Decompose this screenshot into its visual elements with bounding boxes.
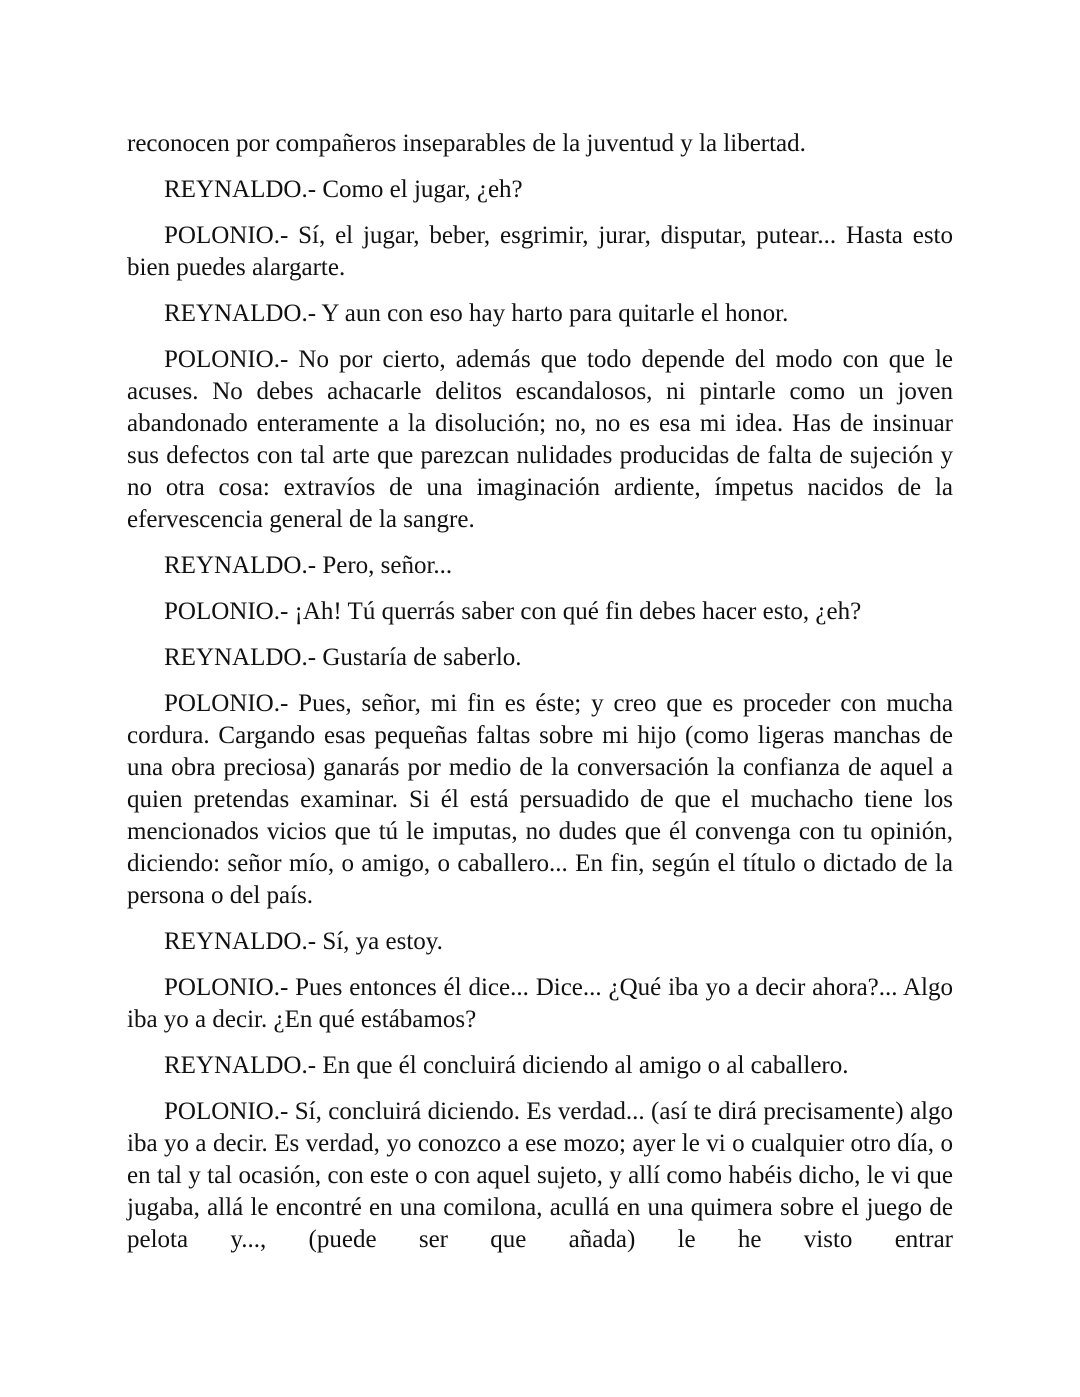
dialogue-polonio: POLONIO.- ¡Ah! Tú querrás saber con qué fin debes hacer esto, ¿eh? <box>164 598 862 625</box>
dialogue-polonio: POLONIO.- Pues, señor, mi fin es éste; y creo que es proceder con mucha cordura. Cargando esas pequeñas faltas sobre mi hijo (como ligeras manchas de una obra preciosa) ganarás por medio de la conversación la confianza de aquel a quien pretendas examinar. Si él está persuadido de que el muchacho tiene los mencionados vicios que tú le imputas, no dudes que él convenga con tu opinión, diciendo: señor mío, o amigo, o caballero... En fin, según el título o dictado de la persona o del país. <box>127 690 953 909</box>
dialogue-reynaldo: REYNALDO.- Gustaría de saberlo. <box>164 644 522 671</box>
dialogue-reynaldo: REYNALDO.- Pero, señor... <box>164 552 453 579</box>
dialogue-reynaldo: REYNALDO.- Sí, ya estoy. <box>164 928 443 955</box>
document-page <box>127 128 953 1256</box>
paragraph-continuation: reconocen por compañeros inseparables de la juventud y la libertad. <box>127 130 806 157</box>
dialogue-reynaldo: REYNALDO.- En que él concluirá diciendo al amigo o al caballero. <box>164 1052 849 1079</box>
dialogue-polonio: POLONIO.- Sí, el jugar, beber, esgrimir, jurar, disputar, putear... Hasta esto bien puedes alargarte. <box>127 222 953 281</box>
dialogue-polonio: POLONIO.- Pues entonces él dice... Dice... ¿Qué iba yo a decir ahora?... Algo iba yo a decir. ¿En qué estábamos? <box>127 974 953 1033</box>
dialogue-polonio: POLONIO.- Sí, concluirá diciendo. Es verdad... (así te dirá precisamente) algo iba yo a decir. Es verdad, yo conozco a ese mozo; ayer le vi o cualquier otro día, o en tal y tal ocasión, con este o con aquel sujeto, y allí como habéis dicho, le vi que jugaba, allá le encontré en una comilona, acullá en una quimera sobre el juego de pelota y..., (puede ser que añada) le he visto entrar <box>127 1098 953 1253</box>
dialogue-reynaldo: REYNALDO.- Y aun con eso hay harto para quitarle el honor. <box>164 300 789 327</box>
dialogue-reynaldo: REYNALDO.- Como el jugar, ¿eh? <box>164 176 523 203</box>
dialogue-polonio: POLONIO.- No por cierto, además que todo depende del modo con que le acuses. No debes achacarle delitos escandalosos, ni pintarle como un joven abandonado enteramente a la disolución; no, no es esa mi idea. Has de insinuar sus defectos con tal arte que parezcan nulidades producidas de falta de sujeción y no otra cosa: extravíos de una imaginación ardiente, ímpetus nacidos de la efervescencia general de la sangre. <box>127 346 953 533</box>
